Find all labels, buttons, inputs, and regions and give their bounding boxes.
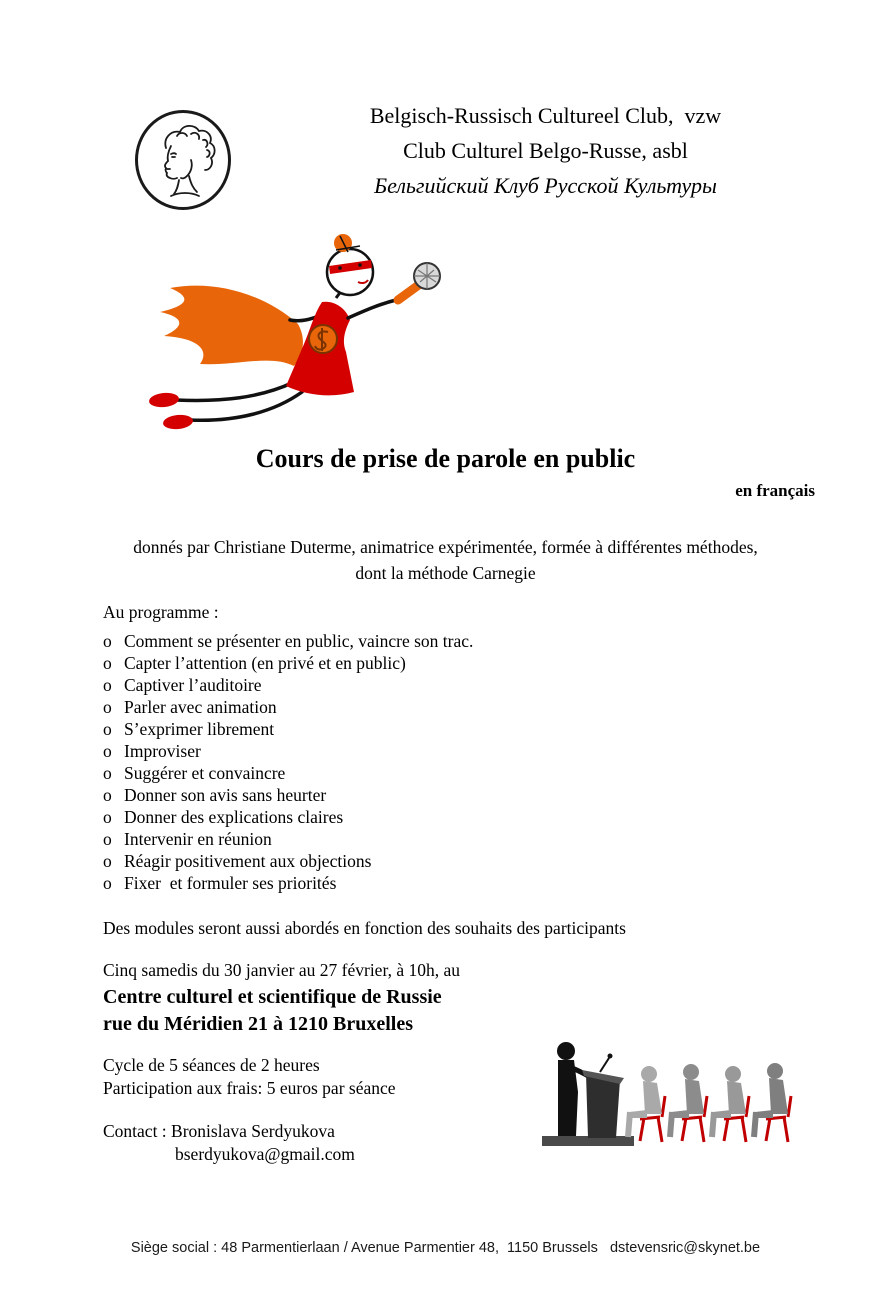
program-item-text: Capter l’attention (en privé et en public) bbox=[124, 653, 406, 673]
bullet-marker: o bbox=[103, 763, 112, 783]
course-title: Cours de prise de parole en public bbox=[255, 444, 636, 473]
bullet-marker: o bbox=[103, 741, 112, 761]
venue-block bbox=[103, 984, 442, 1038]
practical-details bbox=[103, 1054, 396, 1100]
superhero-speaker-illustration bbox=[112, 226, 447, 438]
program-item bbox=[103, 718, 473, 740]
club-name-dutch: Belgisch-Russisch Cultureel Club, vzw bbox=[369, 103, 722, 128]
program-item-text: Fixer et formuler ses priorités bbox=[124, 873, 337, 893]
instructor-line-2: dont la méthode Carnegie bbox=[355, 563, 536, 583]
program-item bbox=[103, 740, 473, 762]
schedule-line: Cinq samedis du 30 janvier au 27 février, à 10h, au bbox=[103, 960, 460, 980]
contact-email: bserdyukova@gmail.com bbox=[175, 1144, 355, 1164]
program-item-text: Réagir positivement aux objections bbox=[124, 851, 372, 871]
cycle-info: Cycle de 5 séances de 2 heures bbox=[103, 1055, 320, 1075]
contact-block bbox=[103, 1120, 355, 1166]
program-item-text: S’exprimer librement bbox=[124, 719, 275, 739]
language-note: en français bbox=[735, 481, 815, 500]
program-item bbox=[103, 872, 473, 894]
bullet-marker: o bbox=[103, 807, 112, 827]
bullet-marker: o bbox=[103, 785, 112, 805]
program-item-text: Captiver l’auditoire bbox=[124, 675, 262, 695]
modules-note: Des modules seront aussi abordés en fonction des souhaits des participants bbox=[103, 918, 626, 938]
bullet-marker: o bbox=[103, 719, 112, 739]
pushkin-club-logo-icon bbox=[133, 108, 233, 212]
program-item bbox=[103, 784, 473, 806]
program-item-text: Suggérer et convaincre bbox=[124, 763, 286, 783]
program-item bbox=[103, 696, 473, 718]
bullet-marker: o bbox=[103, 631, 112, 651]
fee-info: Participation aux frais: 5 euros par séance bbox=[103, 1078, 396, 1098]
instructor-description bbox=[0, 534, 891, 586]
bullet-marker: o bbox=[103, 873, 112, 893]
bullet-marker: o bbox=[103, 829, 112, 849]
footer-address: Siège social : 48 Parmentierlaan / Avenue Parmentier 48, 1150 Brussels dstevensric@skynet.be bbox=[130, 1240, 761, 1256]
program-item bbox=[103, 762, 473, 784]
club-name-french: Club Culturel Belgo-Russe, asbl bbox=[403, 138, 688, 163]
contact-name: Contact : Bronislava Serdyukova bbox=[103, 1121, 335, 1141]
instructor-line-1: donnés par Christiane Duterme, animatrice expérimentée, formée à différentes méthodes, bbox=[133, 537, 758, 557]
program-item-text: Donner son avis sans heurter bbox=[124, 785, 327, 805]
bullet-marker: o bbox=[103, 675, 112, 695]
club-header bbox=[240, 98, 851, 203]
program-item bbox=[103, 850, 473, 872]
venue-address: rue du Méridien 21 à 1210 Bruxelles bbox=[103, 1013, 413, 1035]
bullet-marker: o bbox=[103, 697, 112, 717]
bullet-marker: o bbox=[103, 851, 112, 871]
program-item bbox=[103, 630, 473, 652]
program-item bbox=[103, 674, 473, 696]
venue-name: Centre culturel et scientifique de Russie bbox=[103, 986, 442, 1008]
program-item bbox=[103, 828, 473, 850]
program-item-text: Intervenir en réunion bbox=[124, 829, 272, 849]
program-item bbox=[103, 806, 473, 828]
program-item-text: Donner des explications claires bbox=[124, 807, 344, 827]
program-item-text: Comment se présenter en public, vaincre son trac. bbox=[124, 631, 474, 651]
audience-illustration bbox=[528, 1038, 800, 1150]
program-item bbox=[103, 652, 473, 674]
club-name-russian: Бельгийский Клуб Русской Культуры bbox=[374, 173, 717, 198]
program-item-text: Improviser bbox=[124, 741, 201, 761]
program-list bbox=[103, 630, 473, 894]
program-item-text: Parler avec animation bbox=[124, 697, 277, 717]
program-heading: Au programme : bbox=[103, 602, 219, 622]
bullet-marker: o bbox=[103, 653, 112, 673]
